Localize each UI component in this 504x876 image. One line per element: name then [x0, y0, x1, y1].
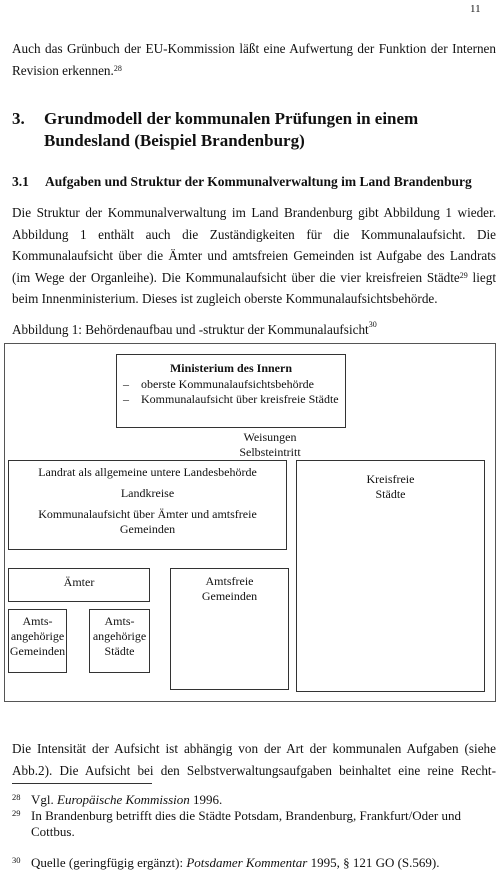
intro-paragraph	[12, 38, 496, 81]
footnote-suffix: 1996.	[189, 792, 223, 807]
landkreise-label: Landkreise	[120, 486, 175, 500]
figure-caption-text: Abbildung 1: Behördenaufbau und -struktur der Kommunalaufsicht	[12, 322, 369, 337]
ministry-duty-item: – Kommunalaufsicht über kreisfreie Städte	[123, 392, 345, 407]
ministry-box	[116, 354, 346, 428]
footnote-separator	[12, 783, 152, 784]
amtsfreie-label-1: Amtsfreie	[205, 574, 254, 588]
selbsteintritt-text: Selbsteintritt	[239, 445, 301, 459]
body-paragraph-2: Die Intensität der Aufsicht ist abhängig von der Art der kommunalen Aufgaben (siehe Abb.2). Die Aufsicht bei den Selbstverwaltungsaufgaben beinhaltet eine reine Recht-	[12, 741, 496, 778]
section-title: Grundmodell der kommunalen Prüfungen in einem Bundesland (Beispiel Brandenburg)	[44, 109, 419, 150]
amts-gemeinden-label-2: angehörige	[10, 629, 65, 643]
footnote-ref-28[interactable]: 28	[113, 63, 122, 73]
footnote-number: 28	[12, 792, 21, 802]
amtsangehoerige-gemeinden-box	[8, 609, 67, 673]
weisungen-text: Weisungen	[243, 430, 297, 444]
kreisfreie-label-2: Städte	[375, 487, 406, 501]
footnote-ref-29[interactable]: 29	[459, 270, 468, 280]
amtsfreie-label-2: Gemeinden	[201, 589, 258, 603]
subsection-title: Aufgaben und Struktur der Kommunalverwaltung im Land Brandenburg	[45, 174, 472, 189]
footnote-number: 29	[12, 808, 21, 818]
footnote-body	[31, 792, 496, 808]
footnote-body: In Brandenburg betrifft dies die Städte Potsdam, Brandenburg, Frankfurt/Oder und Cottbus.	[31, 808, 462, 839]
footnote-ref-30[interactable]: 30	[368, 320, 377, 329]
landrat-duty: Kommunalaufsicht über Ämter und amtsfreie Gemeinden	[38, 507, 257, 536]
footnote-italic: Europäische Kommission	[57, 792, 190, 807]
body1-part2: liegt beim Innenministerium. Dieses ist zugleich oberste Kommunalaufsichtsbehörde.	[12, 269, 496, 306]
kreisfreie-staedte-box	[296, 460, 485, 692]
page-number: 11	[470, 3, 481, 15]
figure-caption	[12, 322, 377, 338]
footnote-number: 30	[12, 855, 21, 865]
amts-staedte-label-1: Amts-	[104, 614, 135, 628]
amts-gemeinden-label-3: Gemeinden	[9, 644, 66, 658]
footnote-italic: Potsdamer Kommentar	[186, 855, 308, 870]
footnote-suffix: 1995, § 121 GO (S.569).	[307, 855, 440, 870]
body-paragraph-1	[12, 202, 496, 310]
section-number: 3.	[12, 109, 25, 128]
footnote-prefix: Vgl.	[31, 792, 57, 807]
ministry-title: Ministerium des Innern	[169, 361, 292, 375]
aemter-label: Ämter	[63, 575, 95, 589]
amts-staedte-label-2: angehörige	[92, 629, 147, 643]
org-diagram	[4, 343, 496, 702]
kreisfreie-label-1: Kreisfreie	[366, 472, 415, 486]
footnote-prefix: Quelle (geringfügig ergänzt):	[31, 855, 187, 870]
amtsangehoerige-staedte-box	[89, 609, 150, 673]
amts-gemeinden-label-1: Amts-	[22, 614, 53, 628]
footnote-body	[31, 855, 496, 871]
body1-part1: Die Struktur der Kommunalverwaltung im Land Brandenburg gibt Abbildung 1 wieder. Abbildung 1 enthält auch die Zuständigkeiten für die Kommunalaufsicht. Die Kommunalaufsicht über die Ämter und amtsfreien Gemeinden ist Aufgabe des Landrats (im Wege der Organleihe). Die Kommunalaufsicht über die vier kreisfreien Städte	[12, 205, 496, 285]
amtsfreie-gemeinden-box	[170, 568, 289, 690]
ministry-duty-item: – oberste Kommunalaufsichtsbehörde	[123, 377, 345, 392]
landrat-title: Landrat als allgemeine untere Landesbehörde	[38, 465, 257, 479]
amts-staedte-label-3: Städte	[104, 644, 135, 658]
ministry-duties	[117, 377, 345, 407]
weisungen-label	[215, 430, 325, 460]
intro-text: Auch das Grünbuch der EU-Kommission läßt eine Aufwertung der Funktion der Internen Revision erkennen.	[12, 41, 496, 78]
subsection-number: 3.1	[12, 174, 29, 189]
aemter-box	[8, 568, 150, 602]
landrat-box	[8, 460, 287, 550]
